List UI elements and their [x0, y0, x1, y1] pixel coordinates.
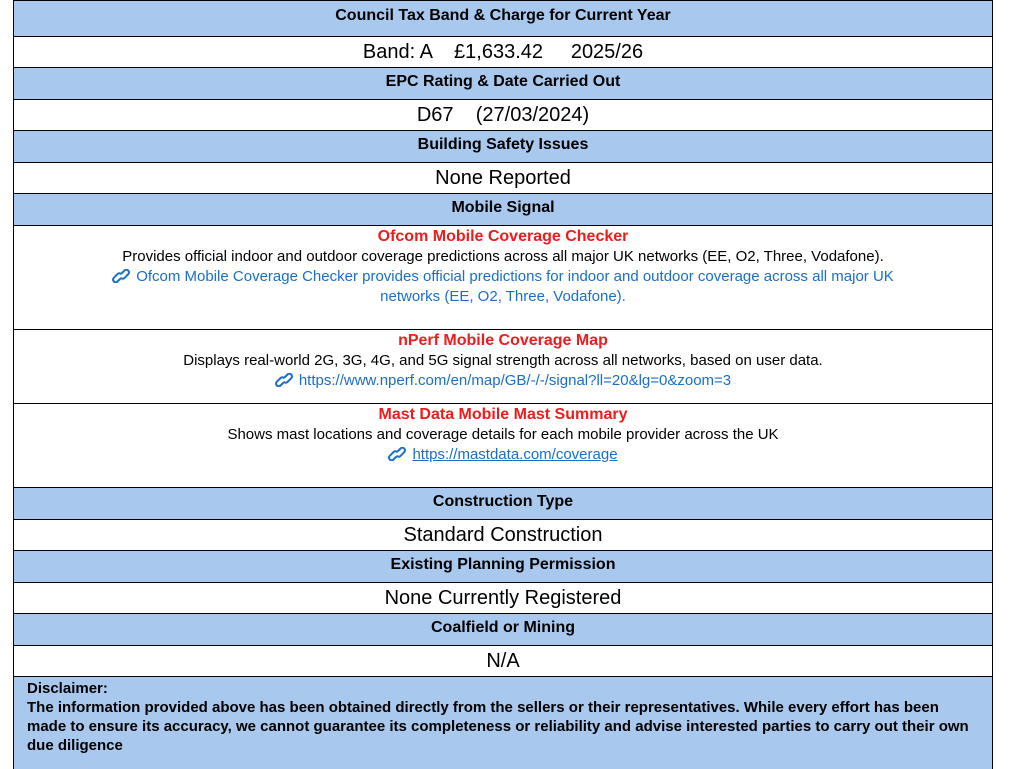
nperf-link-text[interactable]: https://www.nperf.com/en/map/GB/-/-/signal?ll=20&lg=0&zoom=3	[298, 372, 732, 389]
coalfield-header: Coalfield or Mining	[14, 614, 992, 646]
nperf-source	[14, 330, 992, 404]
mobile-signal-header: Mobile Signal	[14, 194, 992, 226]
disclaimer-text: The information provided above has been obtained directly from the sellers or their representatives. While every effort has been made to ensure its accuracy, we cannot guarantee its completeness or reliability and advise interested parties to carry out their own due diligence	[27, 699, 969, 754]
mastdata-source	[14, 404, 992, 488]
link-icon	[275, 373, 293, 387]
building-safety-header: Building Safety Issues	[14, 131, 992, 163]
disclaimer-label: Disclaimer:	[27, 680, 108, 697]
ofcom-title: Ofcom Mobile Coverage Checker	[377, 228, 629, 245]
construction-value: Standard Construction	[14, 520, 992, 551]
disclaimer	[14, 677, 992, 769]
property-info-table	[13, 0, 993, 769]
ofcom-link[interactable]	[14, 267, 992, 287]
council-tax-header: Council Tax Band & Charge for Current Year	[14, 0, 992, 37]
nperf-link[interactable]	[14, 371, 992, 391]
mastdata-title: Mast Data Mobile Mast Summary	[378, 406, 628, 423]
mastdata-description: Shows mast locations and coverage details for each mobile provider across the UK	[227, 426, 779, 443]
nperf-description: Displays real-world 2G, 3G, 4G, and 5G signal strength across all networks, based on user data.	[183, 352, 823, 369]
ofcom-source	[14, 226, 992, 330]
epc-value: D67 (27/03/2024)	[14, 100, 992, 131]
building-safety-value: None Reported	[14, 163, 992, 194]
ofcom-link-line1[interactable]: Ofcom Mobile Coverage Checker provides official predictions for indoor and outdoor coverage across all major UK	[136, 268, 894, 285]
link-icon	[112, 269, 130, 283]
planning-header: Existing Planning Permission	[14, 551, 992, 583]
ofcom-description: Provides official indoor and outdoor coverage predictions across all major UK networks (EE, O2, Three, Vodafone).	[122, 248, 884, 265]
construction-header: Construction Type	[14, 488, 992, 520]
planning-value: None Currently Registered	[14, 583, 992, 614]
mastdata-link[interactable]	[14, 445, 992, 465]
epc-header: EPC Rating & Date Carried Out	[14, 68, 992, 100]
mastdata-link-text[interactable]: https://mastdata.com/coverage	[412, 446, 618, 463]
council-tax-value: Band: A £1,633.42 2025/26	[14, 37, 992, 68]
nperf-title: nPerf Mobile Coverage Map	[398, 332, 608, 349]
ofcom-link-line2[interactable]: networks (EE, O2, Three, Vodafone).	[380, 288, 626, 305]
coalfield-value: N/A	[14, 646, 992, 677]
link-icon	[388, 447, 406, 461]
